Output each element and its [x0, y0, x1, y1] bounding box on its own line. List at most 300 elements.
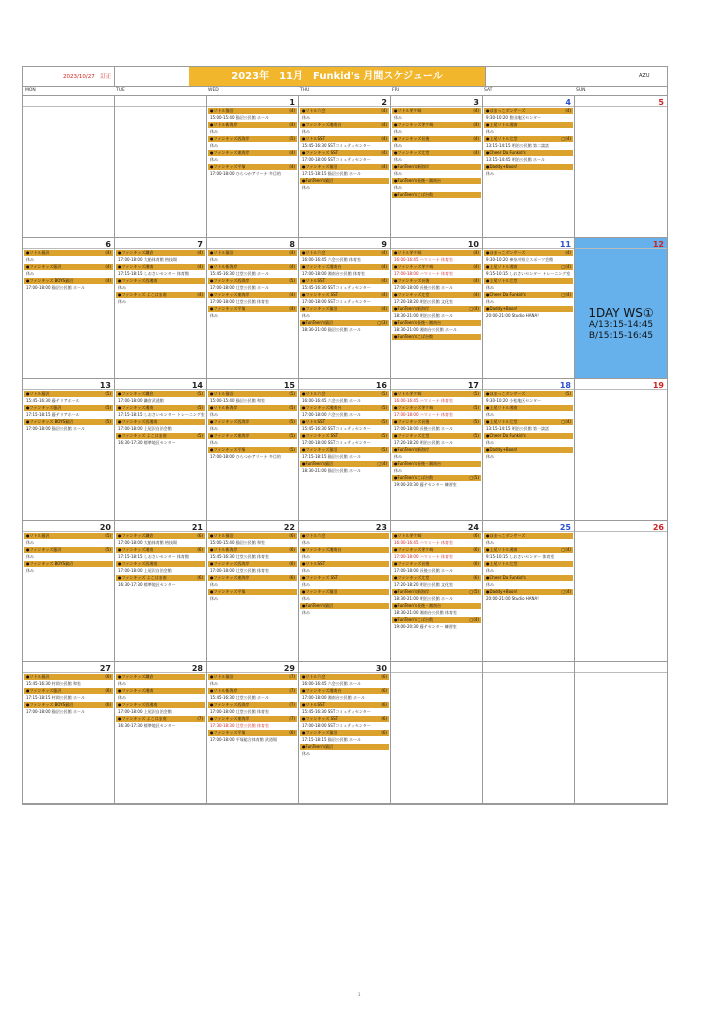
class-entry [484, 264, 573, 277]
class-entry [392, 136, 481, 149]
class-name: ●リトル茅ケ崎 [394, 391, 422, 397]
class-name: ●FunTeen's猫沼 [302, 744, 334, 750]
class-entry [392, 320, 481, 333]
class-name: ●ファンキッズ長後 [394, 277, 430, 283]
lesson-count: (4) [381, 263, 387, 269]
class-entry [300, 730, 389, 743]
class-entry [392, 192, 481, 205]
class-time-venue: 17:20-18:20 明治公民館 ホール [394, 440, 453, 446]
class-time-venue: 休み [210, 426, 218, 432]
lesson-count: (4) [473, 263, 479, 269]
class-name: ●ファンキッズ辻堂 [394, 574, 430, 580]
event-list [24, 250, 113, 292]
class-time-venue: 休み [210, 440, 218, 446]
class-name: ●ファンキッズ西湘南 [118, 419, 158, 425]
class-name: ●上尾リトル湘南 [486, 263, 518, 269]
class-time-venue: 15:45-16:30 SSTコミュティセンター [302, 709, 371, 715]
class-name: ●Cheer Da Funkid's [486, 150, 526, 155]
class-name: ●ファンキッズ東海岸 [210, 716, 250, 722]
event-list [24, 391, 113, 433]
class-name: ●ファンキッズ平塚 [210, 447, 246, 453]
class-detail [484, 411, 573, 418]
class-detail [484, 453, 573, 460]
calendar-day-cell [575, 379, 667, 521]
class-detail [300, 298, 389, 305]
class-detail [116, 397, 205, 404]
class-detail [484, 256, 573, 263]
lesson-count: (4) [381, 305, 387, 311]
class-name: ●リトル六会 [302, 532, 326, 538]
class-entry [116, 533, 205, 546]
calendar-day-cell [483, 521, 575, 663]
class-time-venue: 17:00-18:00 六会公民館 ホール [302, 412, 361, 418]
class-name: ●FunTeen'sこば台数 [394, 333, 434, 339]
class-time-venue: 15:45-16:30 辻堂公民館 体育室 [210, 553, 270, 559]
class-entry [208, 391, 297, 404]
class-entry [24, 405, 113, 418]
class-time-venue: 休み [302, 581, 310, 587]
lesson-count: □(4) [561, 263, 571, 269]
class-entry [484, 292, 573, 305]
class-entry [300, 164, 389, 177]
class-time-venue: 16:30-17:30 標準地区センター [118, 581, 176, 587]
class-detail [300, 539, 389, 546]
class-name: ●ファンキッズ西海岸 [210, 136, 250, 141]
class-time-venue: 9:30-10:20 豊田地区センター [486, 115, 542, 120]
class-name: ●ファンキッズ平塚 [210, 730, 246, 736]
class-time-venue: 休み [118, 695, 126, 701]
class-entry [300, 250, 389, 263]
class-time-venue: 休み [210, 681, 218, 687]
class-name: ●リトル猫沼 [210, 249, 234, 255]
lesson-count: (4) [381, 136, 387, 141]
class-time-venue: 休み [302, 115, 310, 120]
class-detail [484, 312, 573, 319]
event-list [24, 674, 113, 716]
class-detail [300, 170, 389, 177]
class-entry [392, 617, 481, 630]
lesson-count: (4) [289, 291, 295, 297]
class-name: ●Daddy+Boon! [486, 305, 518, 311]
workshop-notice [575, 306, 667, 342]
class-detail [24, 270, 113, 277]
calendar-day-cell [299, 96, 391, 238]
class-entry [392, 603, 481, 616]
event-list [484, 391, 573, 461]
weekday-wed: WED [208, 88, 219, 93]
class-detail [208, 156, 297, 163]
lesson-count: (6) [381, 702, 387, 708]
class-time-venue: 17:00-18:00 長後公民館 ホール [394, 567, 453, 573]
class-entry [300, 547, 389, 560]
class-entry [484, 278, 573, 291]
calendar-page [22, 66, 668, 805]
class-entry [208, 419, 297, 432]
class-name: ●上尾リトル湘南 [486, 546, 518, 552]
class-detail [392, 156, 481, 163]
class-name: ●リトル六会 [302, 249, 326, 255]
lesson-count: □(4) [561, 291, 571, 297]
class-name: ●FunTeen'sこば台数 [394, 475, 434, 481]
class-entry [300, 320, 389, 333]
class-entry [484, 561, 573, 574]
event-list [208, 674, 297, 744]
class-detail [300, 609, 389, 616]
lesson-count: (5) [289, 136, 295, 141]
class-entry [116, 688, 205, 701]
class-name: ●ファンキッズ長後 [394, 560, 430, 566]
class-detail [484, 567, 573, 574]
calendar-day-cell [391, 96, 483, 238]
class-name: ●Cheer Da Funkid's [486, 291, 526, 297]
class-detail [208, 411, 297, 418]
class-name: ●ファンキッズ湘南台 [302, 688, 342, 694]
lesson-count: (5) [473, 419, 479, 425]
class-entry [392, 164, 481, 177]
day-number: 23 [375, 522, 387, 532]
class-entry [392, 575, 481, 588]
class-time-venue: 16:00-16:45 ハマミーナ 体育室 [394, 539, 454, 545]
class-name: ●ファンキッズ よこはま南 [118, 433, 167, 439]
class-time-venue: 17:15-18:15 猫沼公民館 ホール [302, 171, 361, 176]
class-time-venue: 16:30-17:30 標準地区センター [118, 440, 176, 446]
class-time-venue: 休み [118, 681, 126, 687]
class-time-venue: 17:00-18:00 SSTコミュティセンター [302, 723, 371, 729]
class-name: ●上尾リトル辻堂 [486, 136, 518, 141]
calendar-day-cell [23, 238, 115, 380]
lesson-count: (6) [289, 546, 295, 552]
lesson-count: □(4) [377, 461, 387, 467]
lesson-count: (6) [197, 546, 203, 552]
class-name: ●ファンキッズ平塚 [210, 164, 246, 169]
lesson-count: (5) [381, 447, 387, 453]
class-detail [392, 256, 481, 263]
event-list [208, 108, 297, 178]
class-detail [392, 142, 481, 149]
event-list [300, 533, 389, 617]
class-name: ●リトル新海岸 [210, 405, 238, 411]
class-detail [116, 539, 205, 546]
class-time-venue: 15:45-16:30 SSTコミュティセンター [302, 143, 371, 148]
lesson-count: (5) [289, 447, 295, 453]
class-detail [116, 411, 205, 418]
class-name: ●ファンキッズ BOYS猫沼 [26, 560, 74, 566]
class-detail [208, 736, 297, 743]
class-detail [300, 128, 389, 135]
lesson-count: (4) [289, 108, 295, 113]
lesson-count: (6) [473, 532, 479, 538]
lesson-count: (4) [473, 108, 479, 113]
class-entry [208, 164, 297, 177]
class-detail [116, 708, 205, 715]
class-detail [208, 539, 297, 546]
class-detail [208, 553, 297, 560]
lesson-count: (4) [473, 150, 479, 155]
class-time-venue: 休み [486, 567, 494, 573]
class-name: ●ファンキッズ東海岸 [210, 291, 250, 297]
weekday-sat: SAT [484, 88, 493, 93]
day-number: 20 [99, 522, 111, 532]
calendar-day-cell [115, 96, 207, 238]
calendar-day-cell [483, 662, 575, 804]
date-bar [483, 662, 574, 673]
day-number: 17 [467, 381, 479, 391]
class-time-venue: 17:15-18:15 藤テリアホール [26, 412, 80, 418]
class-time-venue: 15:45-16:30 村岡公民館 和室 [26, 681, 82, 687]
lesson-count: (7) [289, 688, 295, 694]
class-detail [392, 198, 481, 205]
class-name: ●ファンキッズ東海岸 [210, 150, 250, 155]
event-list [484, 533, 573, 603]
class-time-venue: 休み [302, 751, 310, 757]
class-entry [208, 575, 297, 588]
class-time-venue: 17:00-18:00 ひらつかアリーナ 多目的 [210, 171, 281, 176]
class-entry [392, 292, 481, 305]
day-number: 12 [652, 239, 664, 249]
class-entry [208, 108, 297, 121]
class-detail [392, 284, 481, 291]
class-name: ●リトル藤沢 [26, 391, 50, 397]
class-time-venue: 休み [210, 157, 218, 162]
lesson-count: (5) [289, 277, 295, 283]
class-entry [116, 547, 205, 560]
calendar-day-cell [575, 238, 667, 380]
lesson-count: (6) [105, 674, 111, 680]
class-name: ●Daddy+Boon! [486, 164, 518, 169]
class-detail [392, 270, 481, 277]
calendar-day-cell [23, 379, 115, 521]
class-entry [24, 533, 113, 546]
class-entry [208, 533, 297, 546]
class-time-venue: 17:00-18:00 辻堂公民館 体育室 [210, 298, 270, 304]
class-time-venue: 17:00-18:00 SSTコミュティセンター [302, 157, 371, 162]
calendar-day-cell [575, 662, 667, 804]
lesson-count: (4) [473, 277, 479, 283]
class-name: ●ファンキッズ茅ケ崎 [394, 122, 434, 127]
class-time-venue: 17:00-18:00 長後公民館 ホール [394, 426, 453, 432]
event-list [484, 250, 573, 320]
class-detail [300, 581, 389, 588]
class-detail [116, 567, 205, 574]
day-number: 30 [375, 664, 387, 674]
class-name: ●ファンキッズ猫沼 [302, 305, 338, 311]
class-time-venue: 17:00-18:00 湘南台公民館 体育室 [302, 270, 366, 276]
class-detail [208, 680, 297, 687]
class-name: ●リトル藤沢 [26, 249, 50, 255]
class-detail [484, 298, 573, 305]
calendar-day-cell [483, 96, 575, 238]
class-detail [116, 284, 205, 291]
class-detail [300, 270, 389, 277]
class-time-venue: 17:00-18:00 辻堂公民館 体育室 [210, 709, 270, 715]
class-entry [208, 264, 297, 277]
day-number: 25 [559, 522, 571, 532]
class-detail [300, 184, 389, 191]
lesson-count: (5) [105, 419, 111, 425]
class-entry [208, 122, 297, 135]
class-time-venue: 休み [394, 454, 402, 460]
class-time-venue: 13:15-14:45 明治公民館 ホール [486, 157, 545, 162]
day-number: 22 [283, 522, 295, 532]
class-name: ●FunTeen's新海岸 [394, 588, 430, 594]
class-name: ●ファンキッズ茅ケ崎 [394, 405, 434, 411]
class-detail [484, 439, 573, 446]
class-detail [392, 581, 481, 588]
class-entry [116, 575, 205, 588]
class-time-venue: 17:00-18:00 猫沼公民館 ホール [26, 426, 85, 432]
class-detail [392, 595, 481, 602]
lesson-count: (7) [289, 674, 295, 680]
class-name: ●ファンキッズ猫沼 [302, 164, 338, 169]
class-detail [392, 453, 481, 460]
class-name: ●リトル六会 [302, 674, 326, 680]
event-list [208, 533, 297, 603]
class-entry [392, 264, 481, 277]
class-time-venue: 休み [302, 609, 310, 615]
class-name: ●Daddy+Boon! [486, 447, 518, 453]
event-list [484, 108, 573, 178]
class-detail [392, 425, 481, 432]
class-time-venue: 16:00-16:45 六会公民館 体育室 [302, 256, 362, 262]
class-name: ●ファンキッズ湘南 [118, 546, 154, 552]
class-time-venue: 20:00-21:00 Studio HANA! [486, 595, 539, 601]
class-entry [24, 674, 113, 687]
class-name: ●FunTeen's長後・湘南台 [394, 319, 442, 325]
class-time-venue: 13:15-14:15 明治公民館 第二談話 [486, 143, 550, 148]
class-entry [484, 547, 573, 560]
event-list [116, 391, 205, 447]
lesson-count: □(4) [561, 546, 571, 552]
calendar-day-cell [115, 379, 207, 521]
class-time-venue: 15:00-15:40 猫沼公民館 ホール [210, 115, 269, 120]
class-detail [208, 270, 297, 277]
class-entry [208, 730, 297, 743]
lesson-count: (6) [289, 560, 295, 566]
class-name: ●ファンキッズ SST [302, 150, 339, 155]
class-entry [300, 405, 389, 418]
workshop-slot-a: A/13:15-14:45 [588, 319, 654, 330]
lesson-count: (5) [289, 419, 295, 425]
class-detail [208, 284, 297, 291]
class-time-venue: 9:30-10:20 小松地区センター [486, 398, 542, 404]
class-entry [208, 405, 297, 418]
class-detail [300, 567, 389, 574]
class-entry [300, 603, 389, 616]
class-detail [116, 256, 205, 263]
class-name: ●ファンキッズ BOYS猫沼 [26, 277, 74, 283]
class-time-venue: 17:00-18:00 SSTコミュティセンター [302, 440, 371, 446]
class-detail [392, 326, 481, 333]
class-name: ●FunTeen's長後・湘南台 [394, 178, 442, 183]
class-time-venue: 休み [486, 539, 494, 545]
day-number: 13 [99, 381, 111, 391]
class-entry [392, 405, 481, 418]
class-detail [392, 481, 481, 488]
lesson-count: □(4) [561, 419, 571, 425]
day-number: 26 [652, 522, 664, 532]
class-name: ●ファンキッズ茅ケ崎 [394, 546, 434, 552]
day-number: 6 [105, 239, 111, 249]
class-entry [208, 674, 297, 687]
class-detail [392, 553, 481, 560]
class-name: ●リトル猫沼 [210, 532, 234, 538]
class-detail [300, 595, 389, 602]
day-number: 4 [565, 98, 571, 107]
class-detail [392, 170, 481, 177]
event-list [392, 533, 481, 631]
class-detail [208, 708, 297, 715]
date-bar [23, 96, 114, 107]
weekday-mon: MON [25, 88, 36, 93]
class-detail [300, 694, 389, 701]
class-entry [484, 164, 573, 177]
class-time-venue: 15:45-16:30 SSTコミュティセンター [302, 284, 371, 290]
class-name: ●Daddy+Boon! [486, 588, 518, 594]
calendar-day-cell [299, 521, 391, 663]
class-time-venue: 17:15-18:15 しおさいセンター 体育館 [118, 270, 189, 276]
class-detail [300, 736, 389, 743]
class-entry [300, 716, 389, 729]
day-number: 21 [191, 522, 203, 532]
class-time-venue: 17:00-18:00 上尾沢自治会館 [118, 709, 172, 715]
class-detail [300, 553, 389, 560]
class-detail [24, 539, 113, 546]
class-detail [208, 142, 297, 149]
date-bar [23, 238, 114, 249]
class-time-venue: 休み [302, 553, 310, 559]
day-number: 3 [473, 98, 479, 107]
class-name: ●リトル藤沢 [26, 532, 50, 538]
class-time-venue: 15:00-15:40 猫沼公民館 和室 [210, 398, 266, 404]
class-detail [392, 539, 481, 546]
day-number: 8 [289, 239, 295, 249]
class-name: ●ファンキッズ湘南台 [302, 122, 342, 127]
day-number: 29 [283, 664, 295, 674]
class-time-venue: 20:00-21:00 Studio HANA! [486, 312, 539, 318]
calendar-day-cell [115, 238, 207, 380]
class-detail [208, 425, 297, 432]
class-time-venue: 17:00-18:00 猫沼公民館 ホール [26, 284, 85, 290]
class-name: ●リトル猫沼 [210, 391, 234, 397]
date-bar [207, 96, 298, 107]
class-entry [392, 178, 481, 191]
class-time-venue: 17:00-18:00 ハマミーナ 体育室 [394, 553, 454, 559]
class-time-venue: 休み [302, 539, 310, 545]
lesson-count: (4) [473, 249, 479, 255]
lesson-count: (5) [289, 391, 295, 397]
class-entry [24, 264, 113, 277]
class-entry [392, 447, 481, 460]
class-entry [392, 334, 481, 347]
lesson-count: (6) [197, 574, 203, 580]
class-time-venue: 休み [210, 143, 218, 148]
lesson-count: (4) [289, 164, 295, 169]
class-name: ●リトル六会 [302, 108, 326, 113]
class-name: ●ファンキッズ鎌倉 [118, 249, 154, 255]
lesson-count: (7) [197, 716, 203, 722]
class-name: ●ファンキッズ湘南 [118, 688, 154, 694]
class-detail [24, 425, 113, 432]
class-time-venue: 17:00-18:00 辻堂公民館 ホール [210, 284, 269, 290]
class-detail [116, 439, 205, 446]
class-name: ●ファンキッズ SST [302, 716, 339, 722]
class-detail [392, 623, 481, 630]
class-entry [300, 419, 389, 432]
class-name: ●リトル茅ケ崎 [394, 249, 422, 255]
class-time-venue: 休み [302, 312, 310, 318]
class-time-venue: 17:15-18:15 しおさいセンター 体育館 [118, 553, 189, 559]
lesson-count: (4) [105, 277, 111, 283]
